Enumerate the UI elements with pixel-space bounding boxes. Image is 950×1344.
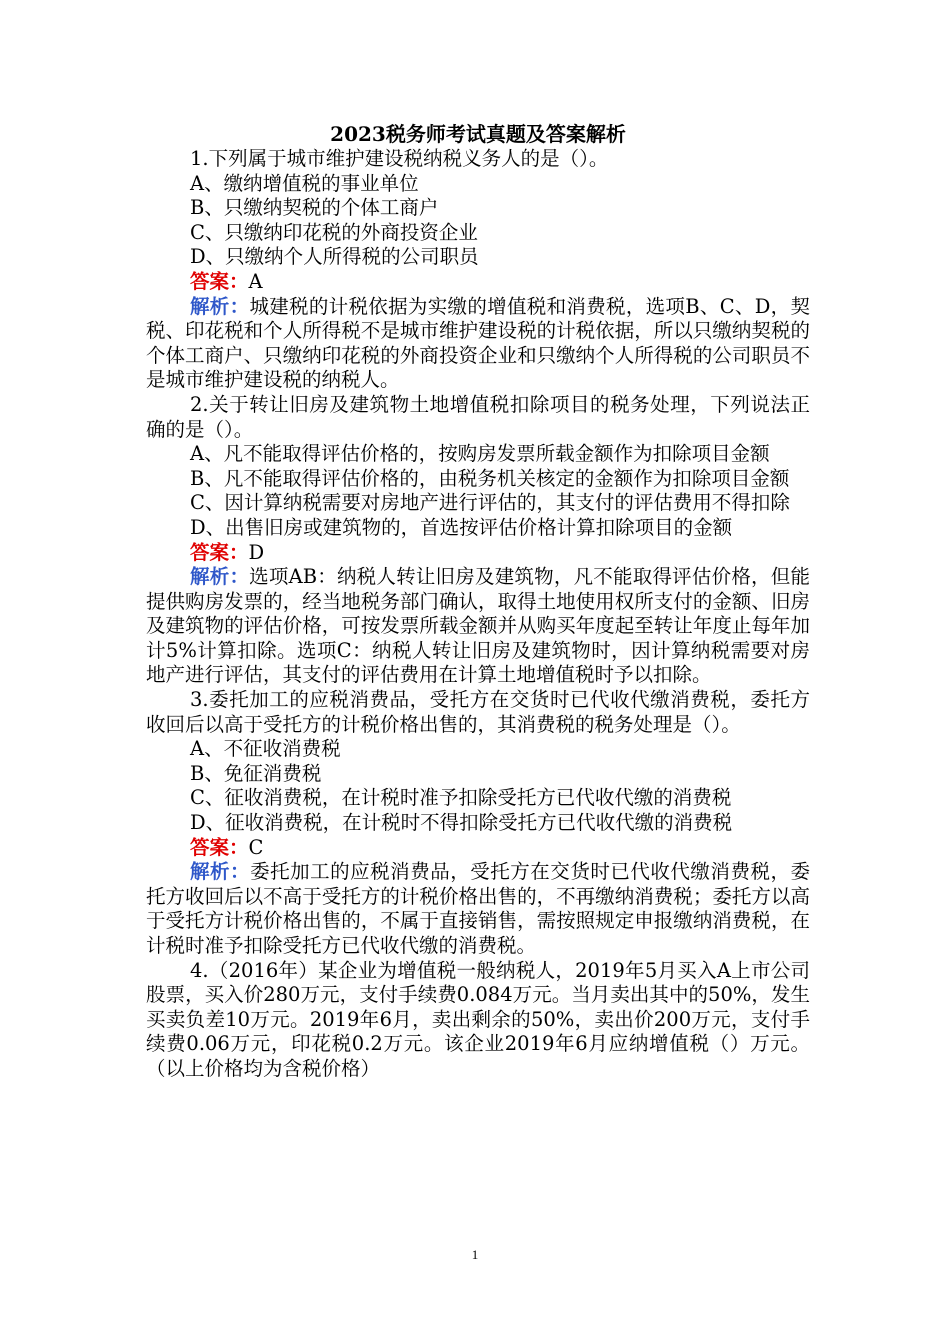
option-d: D、征收消费税，在计税时不得扣除受托方已代收代缴的消费税 [190, 811, 733, 835]
question-stem: 1.下列属于城市维护建设税纳税义务人的是（）。 [190, 147, 609, 170]
answer-label: 答案： [190, 835, 249, 859]
option-b: B、免征消费税 [190, 761, 322, 785]
option-a: A、凡不能取得评估价格的，按购房发票所载金额作为扣除项目金额 [190, 442, 770, 466]
answer-line [146, 541, 810, 566]
analysis-label: 解析： [190, 860, 251, 884]
option-b: B、凡不能取得评估价格的，由税务机关核定的金额作为扣除项目金额 [190, 466, 790, 490]
page-title: 2023税务师考试真题及答案解析 [330, 122, 626, 146]
answer-label: 答案： [190, 540, 249, 564]
question-4 [146, 959, 810, 1082]
answer-value: C [248, 835, 264, 859]
question-stem: 2.关于转让旧房及建筑物土地增值税扣除项目的税务处理，下列说法正确的是（）。 [146, 392, 810, 441]
option-c: C、征收消费税，在计税时准予扣除受托方已代收代缴的消费税 [190, 786, 732, 810]
analysis-text: 城建税的计税依据为实缴的增值税和消费税，选项B、C、D，契税、印花税和个人所得税不是城市维护建设税的计税依据，所以只缴纳契税的个体工商户、只缴纳印花税的外商投资企业和只缴纳个人所得税的公司职员不是城市维护建设税的纳税人。 [146, 294, 810, 392]
question-stem: 3.委托加工的应税消费品，受托方在交货时已代收代缴消费税，委托方收回后以高于受托方的计税价格出售的，其消费税的税务处理是（）。 [146, 688, 810, 736]
option-b: B、只缴纳契税的个体工商户 [190, 196, 439, 220]
analysis-paragraph [146, 565, 810, 688]
option-c: C、因计算纳税需要对房地产进行评估的，其支付的评估费用不得扣除 [190, 491, 790, 515]
answer-label: 答案： [190, 269, 249, 293]
question-stem: 4.（2016年）某企业为增值税一般纳税人，2019年5月买入A上市公司股票，买入价280万元，支付手续费0.084万元。当月卖出其中的50%，发生买卖负差10万元。2019年6月，卖出剩余的50%，卖出价200万元，支付手续费0.06万元，印花税0.2万元。该企业2019年6月应纳增值税（）万元。（以上价格均为含税价格） [146, 958, 810, 1080]
answer-value: D [248, 540, 265, 564]
option-a: A、缴纳增值税的事业单位 [190, 171, 419, 195]
option-c: C、只缴纳印花税的外商投资企业 [190, 220, 478, 244]
analysis-label: 解析： [190, 565, 250, 589]
page-number: 1 [471, 1247, 479, 1262]
answer-value: A [248, 269, 263, 293]
option-d: D、出售旧房或建筑物的，首选按评估价格计算扣除项目的金额 [190, 515, 733, 539]
question-3 [146, 688, 810, 959]
option-a: A、不征收消费税 [190, 737, 341, 761]
analysis-paragraph [146, 860, 810, 958]
analysis-label: 解析： [190, 294, 250, 318]
question-1 [146, 147, 810, 393]
option-d: D、只缴纳个人所得税的公司职员 [190, 245, 479, 269]
analysis-text: 选项AB：纳税人转让旧房及建筑物，凡不能取得评估价格，但能提供购房发票的，经当地税务部门确认，取得土地使用权所支付的金额、旧房及建筑物的评估价格，可按发票所载金额并从购买年度起至转让年度止每年加计5%计算扣除。选项C：纳税人转让旧房及建筑物时，因计算纳税需要对房地产进行评估，其支付的评估费用在计算土地增值税时予以扣除。 [146, 565, 810, 687]
question-2 [146, 393, 810, 688]
document-body [146, 122, 810, 1082]
answer-line [146, 836, 810, 861]
analysis-paragraph [146, 295, 810, 393]
answer-line [146, 270, 810, 295]
analysis-text: 委托加工的应税消费品，受托方在交货时已代收代缴消费税，委托方收回后以不高于受托方的计税价格出售的，不再缴纳消费税；委托方以高于受托方计税价格出售的，不属于直接销售，需按照规定申报缴纳消费税，在计税时准予扣除受托方已代收代缴的消费税。 [146, 860, 810, 957]
